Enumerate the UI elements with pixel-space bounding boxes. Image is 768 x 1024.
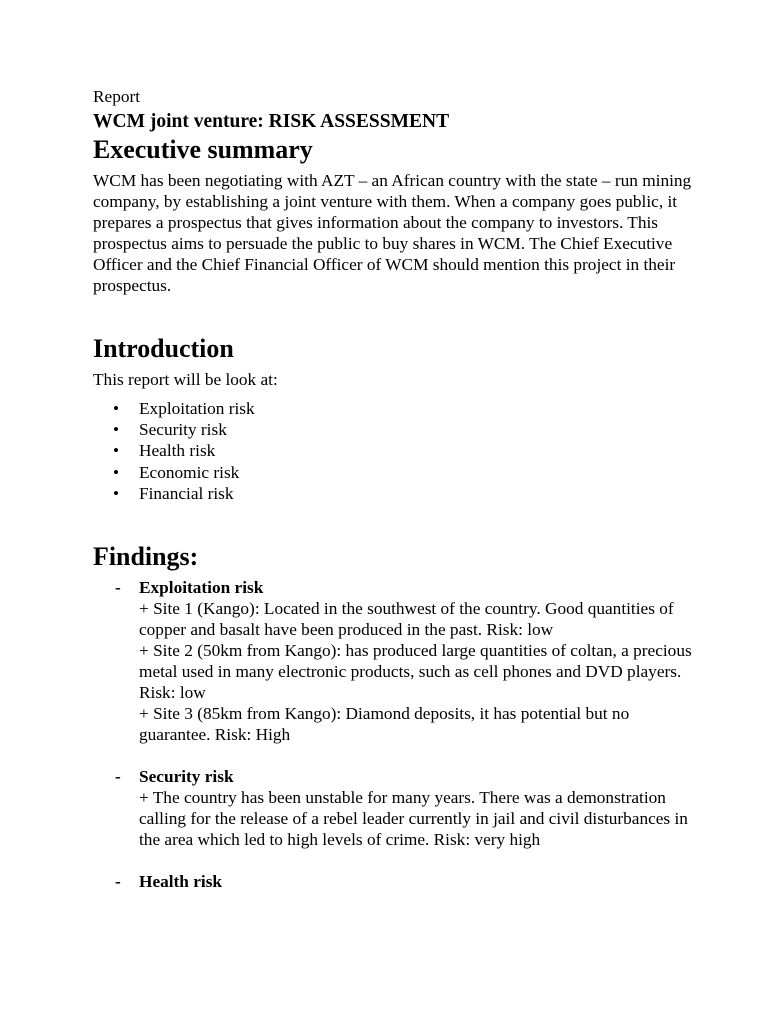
list-item-text: Exploitation risk <box>139 399 255 418</box>
executive-summary-heading: Executive summary <box>93 135 313 164</box>
finding-security-risk <box>93 766 693 850</box>
section-spacer <box>93 504 693 546</box>
section-spacer <box>93 296 693 338</box>
document-label: Report <box>93 87 141 106</box>
findings-heading: Findings: <box>93 542 199 572</box>
finding-line: + Site 3 (85km from Kango): Diamond deposits, it has potential but no guarantee. Risk: High <box>139 704 630 745</box>
document-title: WCM joint venture: RISK ASSESSMENT <box>93 111 450 132</box>
dash-icon: - <box>115 872 121 892</box>
finding-line: + Site 1 (Kango): Located in the southwest of the country. Good quantities of copper and basalt have been produced in the past. Risk: low <box>139 599 674 640</box>
finding-title: Health risk <box>139 872 223 892</box>
finding-line: + Site 2 (50km from Kango): has produced large quantities of coltan, a precious metal used in many electronic products, such as cell phones and DVD players. Risk: low <box>139 641 692 703</box>
bullet-icon: • <box>113 462 120 482</box>
list-item <box>93 462 693 483</box>
list-item <box>93 483 693 504</box>
bullet-icon: • <box>113 483 120 503</box>
document-page <box>93 86 693 913</box>
finding-line: + The country has been unstable for many years. There was a demonstration calling for the release of a rebel leader currently in jail and civil disturbances in the area which led to high levels of crime. Risk: very high <box>139 788 688 850</box>
list-item <box>93 440 693 461</box>
bullet-icon: • <box>113 420 120 440</box>
list-item-text: Financial risk <box>139 483 234 503</box>
finding-exploitation-risk <box>93 577 693 745</box>
list-item <box>93 398 693 419</box>
list-item-text: Health risk <box>139 441 216 461</box>
finding-title: Security risk <box>139 767 234 787</box>
dash-icon: - <box>115 578 121 598</box>
introduction-bullet-list <box>93 398 693 504</box>
list-item <box>93 419 693 440</box>
dash-icon: - <box>115 767 121 787</box>
bullet-icon: • <box>113 399 120 418</box>
introduction-heading: Introduction <box>93 334 234 363</box>
list-item-text: Economic risk <box>139 462 240 482</box>
finding-health-risk <box>93 871 693 892</box>
finding-title: Exploitation risk <box>139 578 264 598</box>
executive-summary-body: WCM has been negotiating with AZT – an African country with the state – run mining company, by establishing a joint venture with them. When a company goes public, it prepares a prospectus that gives information about the company to investors. This prospectus aims to persuade the public to buy shares in WCM. The Chief Executive Officer and the Chief Financial Officer of WCM should mention this project in their prospectus. <box>93 171 692 295</box>
introduction-lead: This report will be look at: <box>93 370 278 389</box>
list-item-text: Security risk <box>139 420 227 440</box>
bullet-icon: • <box>113 441 120 461</box>
